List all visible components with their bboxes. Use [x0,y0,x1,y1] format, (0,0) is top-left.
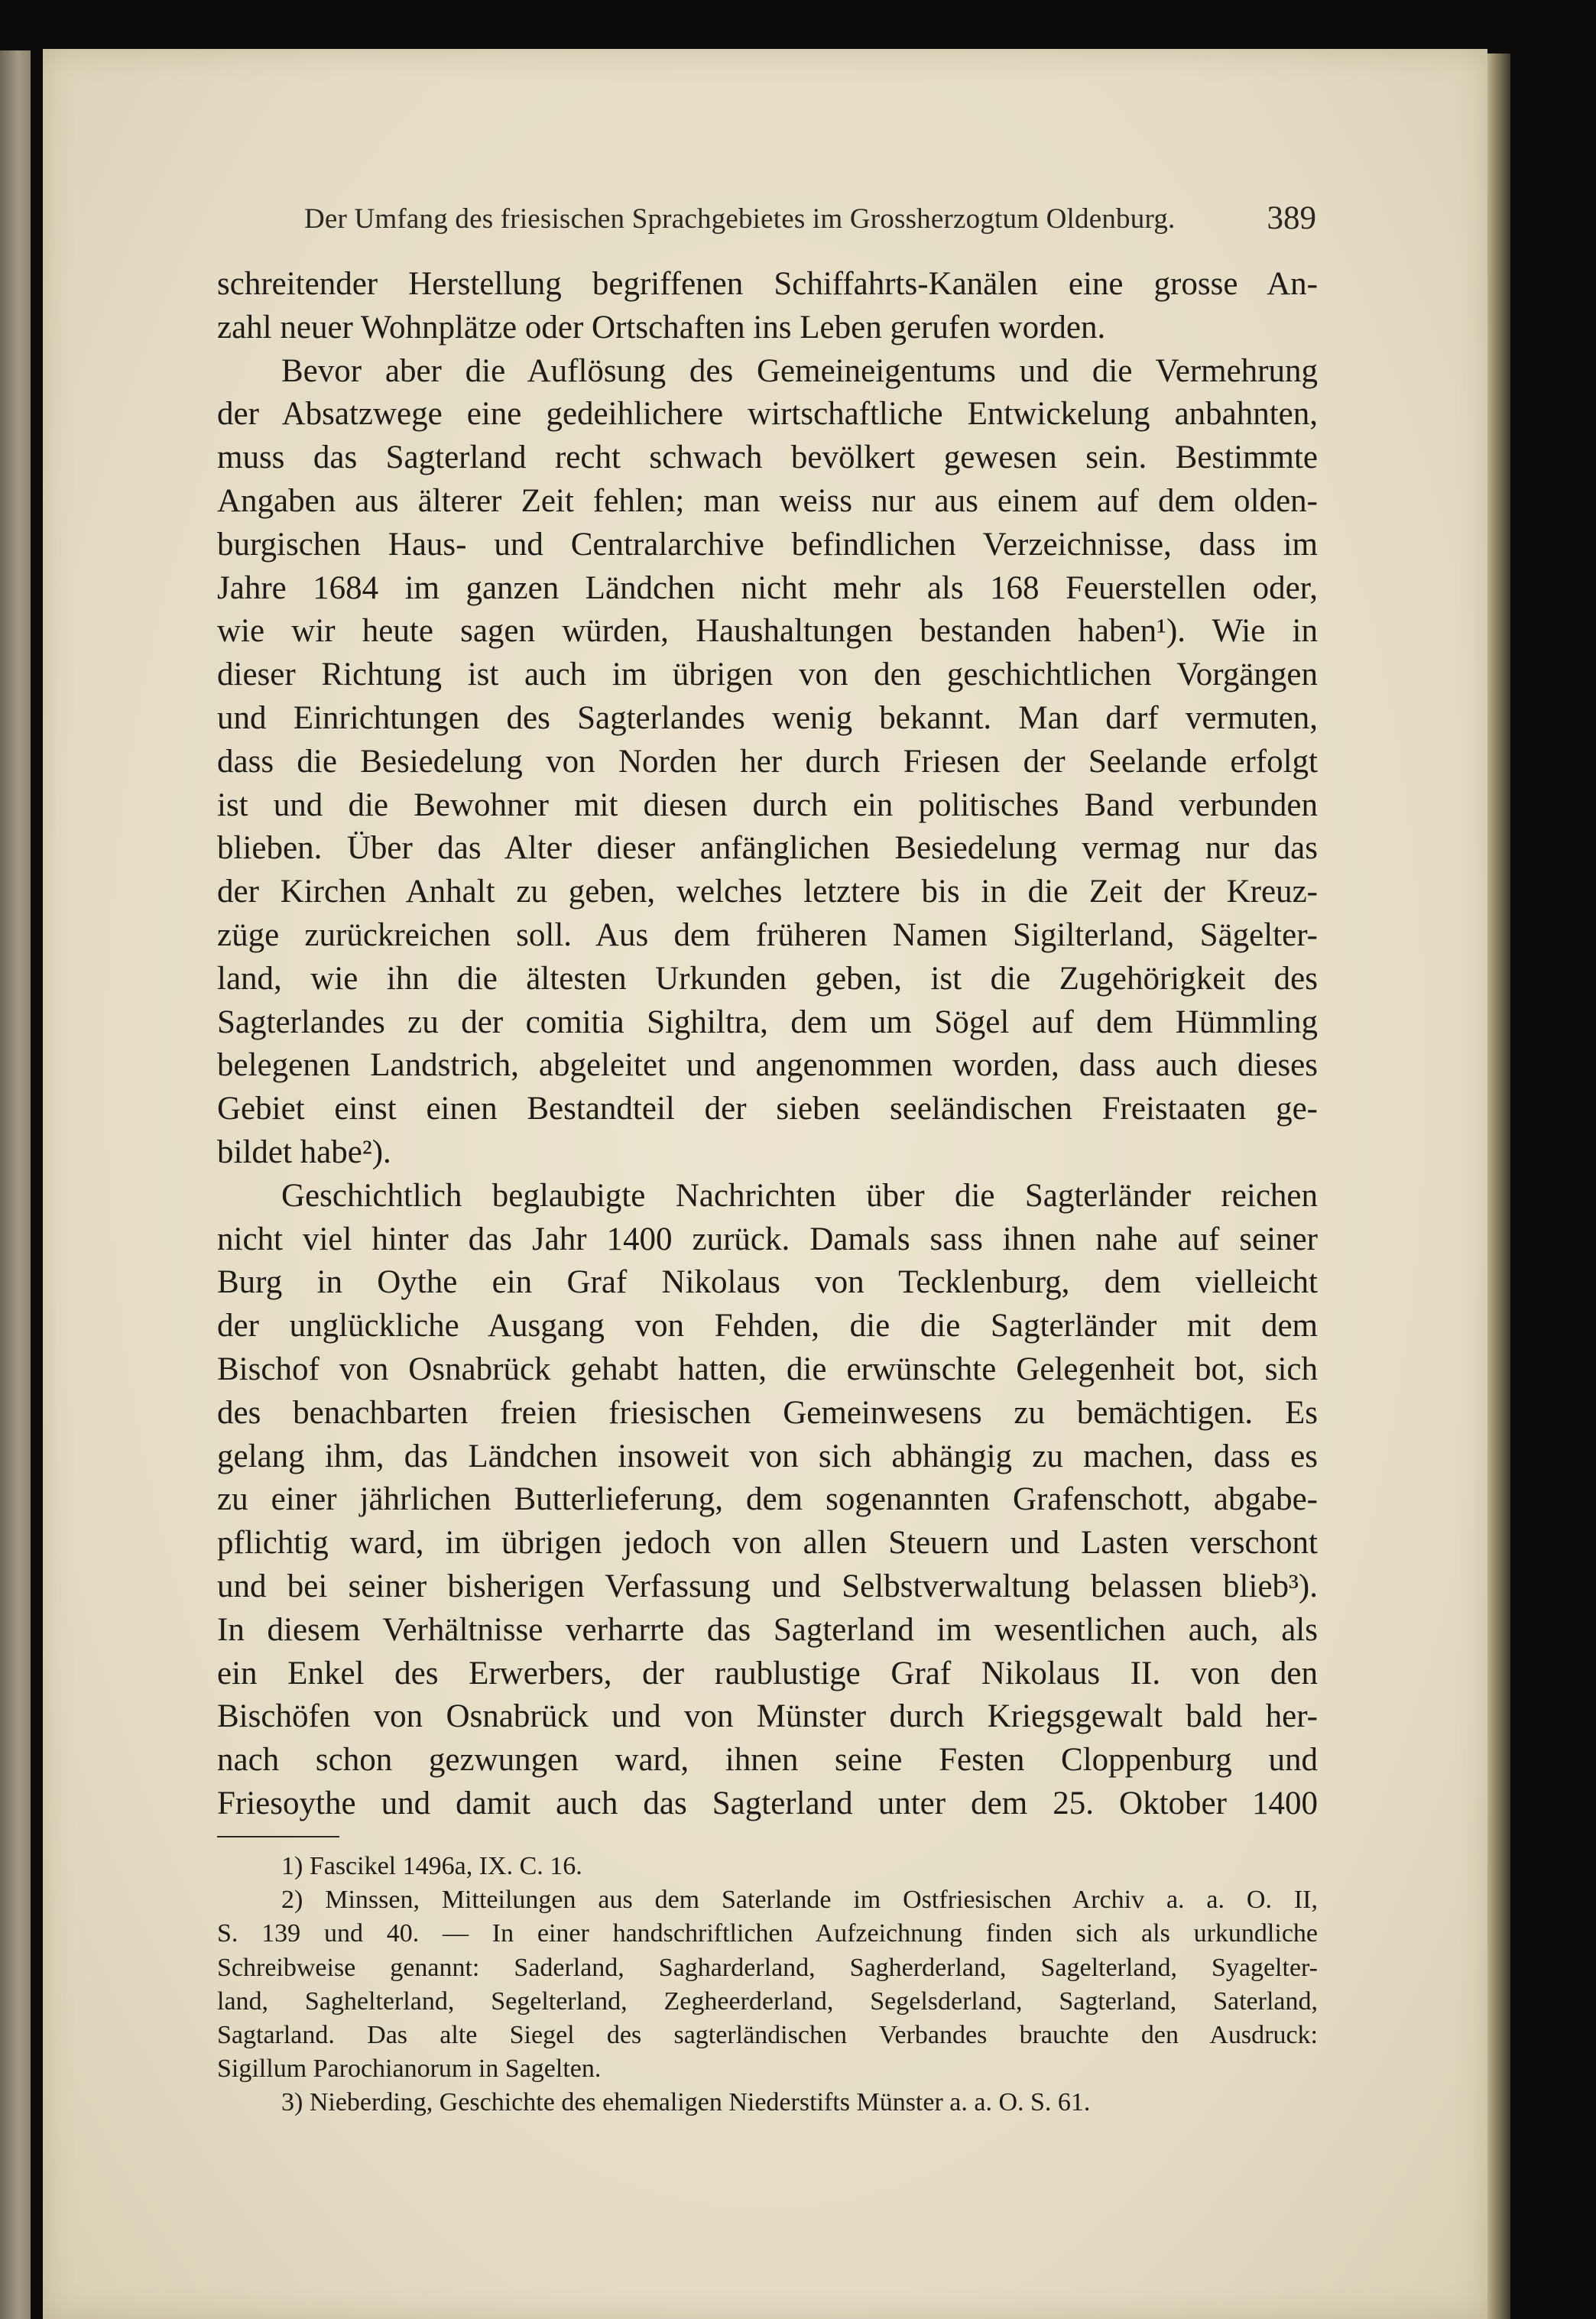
text-line: und Einrichtungen des Sagterlandes wenig bekannt. Man darf vermuten, [217,699,1318,736]
footnote-line: Sagtarland. Das alte Siegel des sagterländischen Verbandes brauchte den Ausdruck: [217,2020,1318,2049]
text-line: Geschichtlich beglaubigte Nachrichten über die Sagterländer reichen [281,1177,1318,1214]
page-number: 389 [1267,200,1316,236]
text-line: züge zurückreichen soll. Aus dem früheren Namen Sigilterland, Sägelter- [217,916,1318,953]
text-line: burgischen Haus- und Centralarchive befindlichen Verzeichnisse, dass im [217,526,1318,563]
footnote-line: S. 139 und 40. — In einer handschriftlichen Aufzeichnung finden sich als urkundliche [217,1919,1318,1948]
text-line: bildet habe²). [217,1134,391,1170]
footnote-divider [217,1836,339,1837]
text-line: dass die Besiedelung von Norden her durch Friesen der Seelande erfolgt [217,743,1318,780]
text-line: zu einer jährlichen Butterlieferung, dem sogenannten Grafenschott, abgabe- [217,1481,1318,1518]
text-line: schreitender Herstellung begriffenen Schiffahrts-Kanälen eine grosse An- [217,266,1318,302]
text-line: nicht viel hinter das Jahr 1400 zurück. Damals sass ihnen nahe auf seiner [217,1221,1318,1257]
text-line: Bischöfen von Osnabrück und von Münster durch Kriegsgewalt bald her- [217,1698,1318,1735]
text-line: blieben. Über das Alter dieser anfänglichen Besiedelung vermag nur das [217,830,1318,867]
text-line: Bischof von Osnabrück gehabt hatten, die erwünschte Gelegenheit bot, sich [217,1351,1318,1387]
text-line: ist und die Bewohner mit diesen durch ein politisches Band verbunden [217,787,1318,823]
text-line: Sagterlandes zu der comitia Sighiltra, dem um Sögel auf dem Hümmling [217,1004,1318,1040]
text-line: land, wie ihn die ältesten Urkunden geben, ist die Zugehörigkeit des [217,960,1318,997]
text-line: belegenen Landstrich, abgeleitet und angenommen worden, dass auch dieses [217,1047,1318,1084]
text-line: nach schon gezwungen ward, ihnen seine Festen Cloppenburg und [217,1742,1318,1779]
text-line: dieser Richtung ist auch im übrigen von den geschichtlichen Vorgängen [217,657,1318,693]
text-line: ein Enkel des Erwerbers, der raublustige Graf Nikolaus II. von den [217,1655,1318,1691]
footnote-line: Schreibweise genannt: Saderland, Sagharderland, Sagherderland, Sagelterland, Syagelter- [217,1953,1318,1982]
text-line: pflichtig ward, im übrigen jedoch von allen Steuern und Lasten verschont [217,1525,1318,1562]
footnote-line: 2) Minssen, Mitteilungen aus dem Saterlande im Ostfriesischen Archiv a. a. O. II, [281,1886,1318,1915]
text-line: In diesem Verhältnisse verharrte das Sagterland im wesentlichen auch, als [217,1611,1318,1648]
adjacent-page-edge [0,50,31,2319]
footnote-line: 1) Fascikel 1496a, IX. C. 16. [281,1852,582,1880]
text-line: gelang ihm, das Ländchen insoweit von sich abhängig zu machen, dass es [217,1438,1318,1474]
footnotes [217,1850,1318,2120]
text-line: Jahre 1684 im ganzen Ländchen nicht mehr als 168 Feuerstellen oder, [217,569,1318,606]
text-line: Bevor aber die Auflösung des Gemeineigentums und die Vermehrung [281,352,1318,389]
running-head: Der Umfang des friesischen Sprachgebietes im Grossherzogtum Oldenburg. [304,203,1176,235]
text-line: und bei seiner bisherigen Verfassung und Selbstverwaltung belassen blieb³). [217,1568,1318,1604]
text-line: Burg in Oythe ein Graf Nikolaus von Tecklenburg, dem vielleicht [217,1264,1318,1301]
page-binding-edge [1487,54,1510,2319]
text-line: Gebiet einst einen Bestandteil der sieben seeländischen Freistaaten ge- [217,1091,1318,1127]
text-line: Angaben aus älterer Zeit fehlen; man weiss nur aus einem auf dem olden- [217,482,1318,519]
footnote-line: Sigillum Parochianorum in Sagelten. [217,2055,602,2084]
text-line: der unglückliche Ausgang von Fehden, die die Sagterländer mit dem [217,1308,1318,1344]
text-line: des benachbarten freien friesischen Gemeinwesens zu bemächtigen. Es [217,1394,1318,1431]
footnote-line: land, Saghelterland, Segelterland, Zegheerderland, Segelsderland, Sagterland, Saterland, [217,1987,1318,2016]
text-line: wie wir heute sagen würden, Haushaltungen bestanden haben¹). Wie in [217,613,1318,650]
text-line: muss das Sagterland recht schwach bevölkert gewesen sein. Bestimmte [217,439,1318,476]
body-text [217,263,1318,1826]
text-line: zahl neuer Wohnplätze oder Ortschaften ins Leben gerufen worden. [217,309,1106,345]
footnote-line: 3) Nieberding, Geschichte des ehemaligen Niederstifts Münster a. a. O. S. 61. [281,2088,1091,2117]
text-line: der Kirchen Anhalt zu geben, welches letztere bis in die Zeit der Kreuz- [217,874,1318,910]
text-line: Friesoythe und damit auch das Sagterland unter dem 25. Oktober 1400 [217,1785,1318,1821]
page-header [260,200,1316,238]
text-line: der Absatzwege eine gedeihlichere wirtschaftliche Entwickelung anbahnten, [217,396,1318,433]
